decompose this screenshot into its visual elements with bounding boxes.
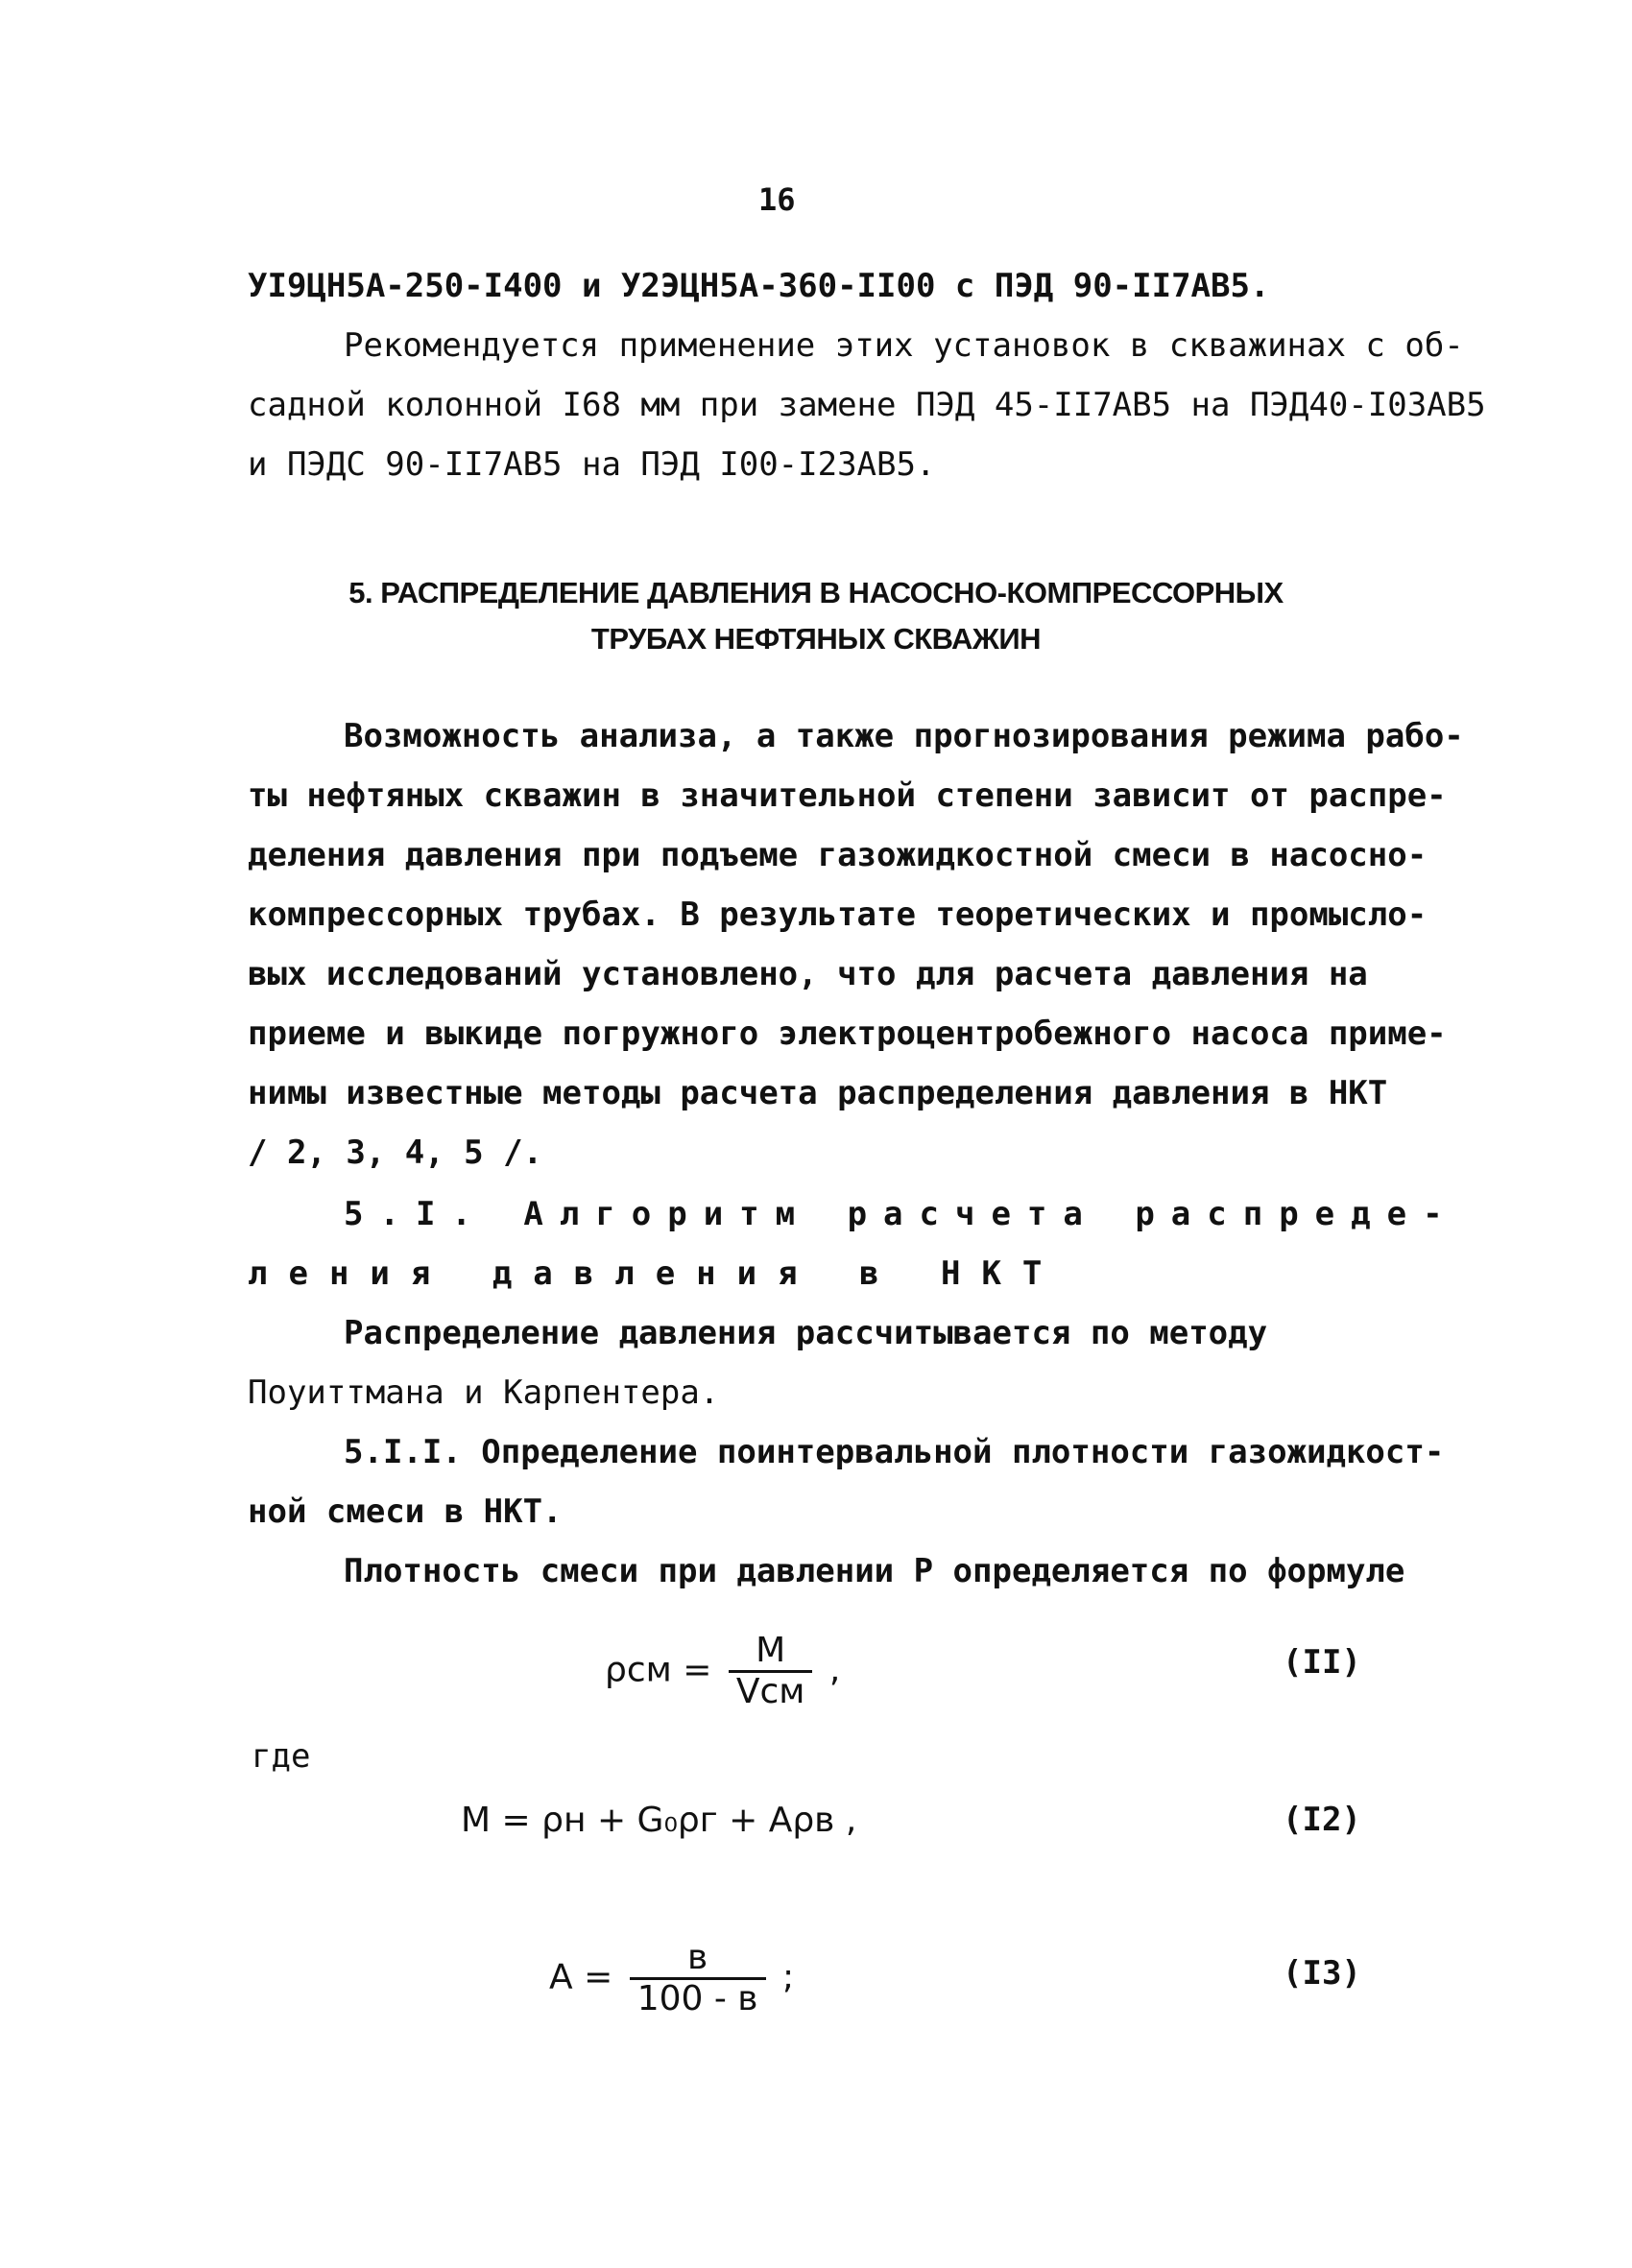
intro-line-1: УI9ЦН5А-250-I400 и У2ЭЦН5А-360-II00 с ПЭД 90-II7АВ5. bbox=[248, 267, 1270, 305]
formula-13-denominator: 100 - в bbox=[636, 1979, 758, 2018]
section-title-line-1: 5. РАСПРЕДЕЛЕНИЕ ДАВЛЕНИЯ В НАСОСНО-КОМПРЕССОРНЫХ bbox=[348, 576, 1284, 609]
formula-13 bbox=[549, 1939, 794, 2018]
section-para-line-1: Возможность анализа, а также прогнозирования режима рабо- bbox=[344, 717, 1464, 755]
section-para-line-4: компрессорных трубах. В результате теоретических и промысло- bbox=[248, 895, 1428, 934]
section-para-line-8: / 2, 3, 4, 5 /. bbox=[248, 1134, 543, 1172]
intro-line-4: и ПЭДС 90-II7АВ5 на ПЭД I00-I23АВ5. bbox=[248, 445, 936, 484]
formula-13-lhs: A = bbox=[549, 1957, 613, 1997]
item-title-line-1: 5.I.I. Определение поинтервальной плотности газожидкост- bbox=[344, 1433, 1445, 1471]
formula-intro-text: Плотность смеси при давлении Р определяется по формуле bbox=[344, 1552, 1405, 1590]
section-para-line-5: вых исследований установлено, что для расчета давления на bbox=[248, 955, 1368, 993]
intro-line-2: Рекомендуется применение этих установок в скважинах с об- bbox=[344, 326, 1464, 365]
section-para-line-3: деления давления при подъеме газожидкостной смеси в насосно- bbox=[248, 836, 1428, 874]
subsection-title-line-2: ления давления в НКТ bbox=[248, 1254, 1064, 1293]
subsection-text-1: Распределение давления рассчитывается по методу bbox=[344, 1314, 1268, 1352]
formula-11 bbox=[605, 1632, 840, 1711]
formula-11-numerator: M bbox=[729, 1632, 813, 1673]
equation-number-13: (I3) bbox=[1283, 1954, 1361, 1993]
section-para-line-7: нимы известные методы расчета распределения давления в НКТ bbox=[248, 1074, 1388, 1112]
formula-13-tail: ; bbox=[781, 1957, 795, 1997]
intro-line-3: садной колонной I68 мм при замене ПЭД 45-II7АВ5 на ПЭД40-I03АВ5 bbox=[248, 386, 1486, 424]
item-title-line-2: ной смеси в НКТ. bbox=[248, 1492, 563, 1531]
equation-number-12: (I2) bbox=[1283, 1801, 1361, 1839]
section-para-line-6: приеме и выкиде погружного электроцентробежного насоса приме- bbox=[248, 1015, 1447, 1053]
equation-number-11: (II) bbox=[1283, 1643, 1361, 1682]
formula-12: M = ρн + G₀ρг + Aρв , bbox=[461, 1801, 857, 1840]
formula-11-tail: , bbox=[828, 1650, 841, 1690]
formula-11-fraction bbox=[729, 1632, 813, 1711]
formula-11-lhs: ρсм = bbox=[605, 1650, 712, 1690]
section-para-line-2: ты нефтяных скважин в значительной степени зависит от распре- bbox=[248, 776, 1447, 815]
subsection-title-line-1: 5.I. Алгоритм расчета распреде- bbox=[344, 1195, 1459, 1233]
subsection-text-2: Поуиттмана и Карпентера. bbox=[248, 1373, 720, 1412]
formula-13-numerator: в bbox=[630, 1939, 766, 1980]
formula-11-denominator: Vсм bbox=[735, 1672, 805, 1711]
section-title-line-2: ТРУБАХ НЕФТЯНЫХ СКВАЖИН bbox=[590, 622, 1042, 656]
where-label: где bbox=[252, 1737, 311, 1776]
formula-13-fraction bbox=[630, 1939, 766, 2018]
page-number: 16 bbox=[758, 181, 796, 218]
